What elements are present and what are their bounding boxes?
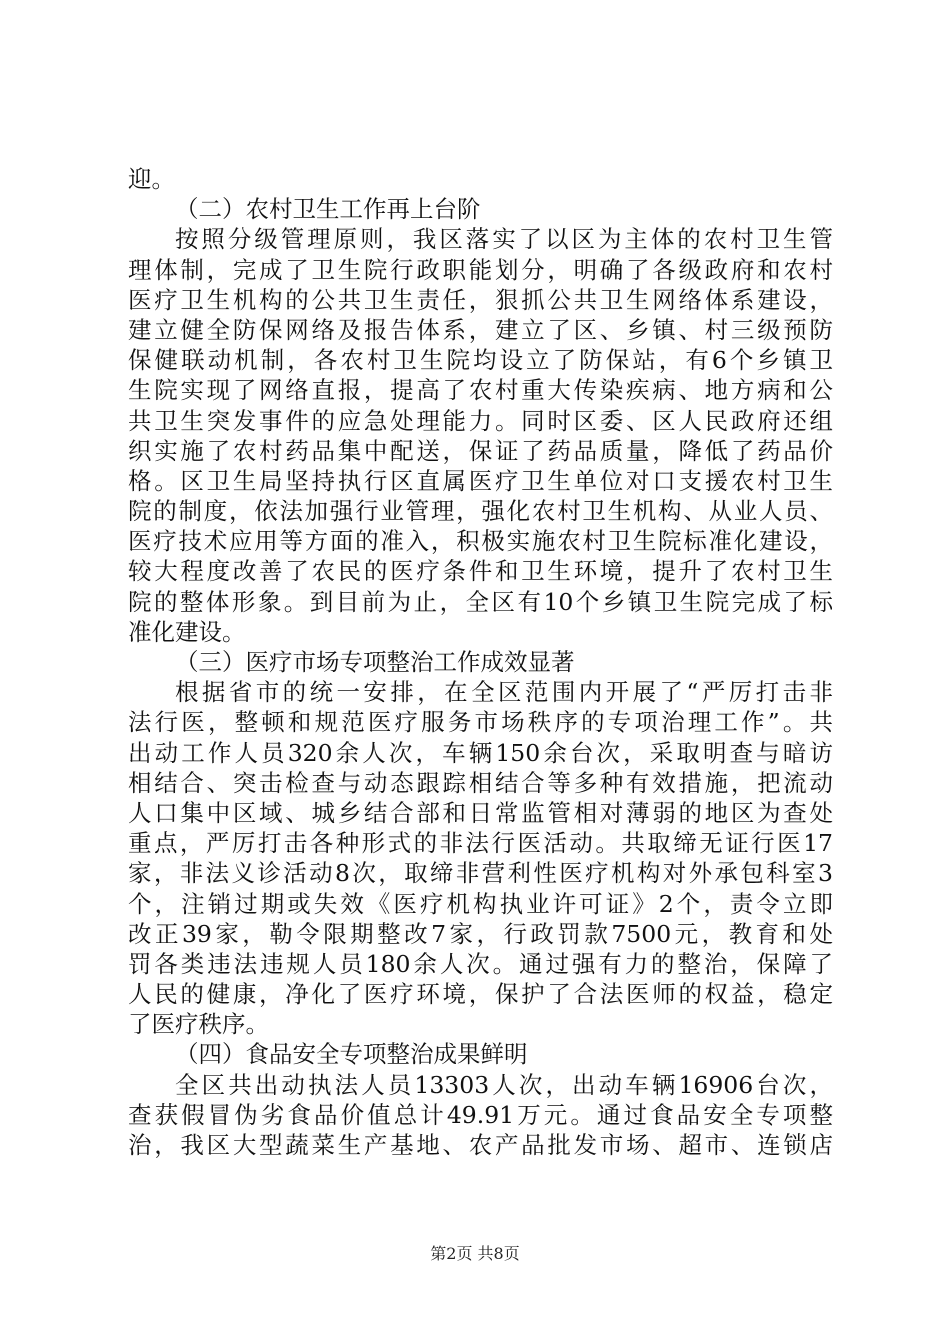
- text-line: 生院实现了网络直报，提高了农村重大传染疾病、地方病和公: [128, 376, 833, 405]
- text-line: 了医疗秩序。: [128, 1010, 269, 1039]
- section-heading: [128, 1039, 833, 1069]
- paragraph: [128, 1070, 833, 1161]
- text-line: 全区共出动执法人员13303人次，出动车辆16906台次，: [175, 1070, 833, 1099]
- text-line: （三）医疗市场专项整治工作成效显著: [175, 648, 575, 676]
- paragraph: [128, 677, 833, 1039]
- paragraph: [128, 224, 833, 647]
- text-line: 根据省市的统一安排，在全区范围内开展了“严厉打击非: [175, 678, 833, 707]
- text-line: 人口集中区域、城乡结合部和日常监管相对薄弱的地区为查处: [128, 798, 833, 827]
- text-line: 重点，严厉打击各种形式的非法行医活动。共取缔无证行医17: [128, 829, 833, 858]
- text-line: 共卫生突发事件的应急处理能力。同时区委、区人民政府还组: [128, 406, 833, 435]
- text-line: 相结合、突击检查与动态跟踪相结合等多种有效措施，把流动: [128, 768, 833, 797]
- text-line: 按照分级管理原则，我区落实了以区为主体的农村卫生管: [175, 225, 833, 254]
- text-line: 改正39家，勒令限期整改7家，行政罚款7500元，教育和处: [128, 919, 833, 948]
- text-line: 出动工作人员320余人次，车辆150余台次，采取明查与暗访: [128, 738, 833, 767]
- text-line: 保健联动机制，各农村卫生院均设立了防保站，有6个乡镇卫: [128, 346, 833, 375]
- text-line: （四）食品安全专项整治成果鲜明: [175, 1040, 528, 1069]
- text-line: 人民的健康，净化了医疗环境，保护了合法医师的权益，稳定: [128, 980, 833, 1009]
- text-line: 罚各类违法违规人员180余人次。通过强有力的整治，保障了: [128, 949, 833, 978]
- section-heading: [128, 647, 833, 677]
- text-line: 迎。: [128, 165, 175, 193]
- text-line: 准化建设。: [128, 617, 246, 646]
- paragraph: [128, 164, 833, 194]
- text-line: 格。区卫生局坚持执行区直属医疗卫生单位对口支援农村卫生: [128, 466, 833, 495]
- text-line: 查获假冒伪劣食品价值总计49.91万元。通过食品安全专项整: [128, 1100, 833, 1129]
- page-footer: 第2页 共8页: [430, 1244, 520, 1263]
- text-line: 织实施了农村药品集中配送，保证了药品质量，降低了药品价: [128, 436, 833, 465]
- section-heading: [128, 194, 833, 224]
- text-line: 建立健全防保网络及报告体系，建立了区、乡镇、村三级预防: [128, 315, 833, 344]
- text-line: 治，我区大型蔬菜生产基地、农产品批发市场、超市、连锁店: [128, 1131, 833, 1159]
- text-line: 医疗技术应用等方面的准入，积极实施农村卫生院标准化建设，: [128, 527, 833, 556]
- text-line: 较大程度改善了农民的医疗条件和卫生环境，提升了农村卫生: [128, 557, 833, 586]
- text-line: 家，非法义诊活动8次，取缔非营利性医疗机构对外承包科室3: [128, 859, 833, 888]
- text-line: 医疗卫生机构的公共卫生责任，狠抓公共卫生网络体系建设，: [128, 285, 833, 314]
- text-line: 院的制度，依法加强行业管理，强化农村卫生机构、从业人员、: [128, 497, 833, 526]
- text-line: 理体制，完成了卫生院行政职能划分，明确了各级政府和农村: [128, 255, 833, 284]
- text-line: （二）农村卫生工作再上台阶: [175, 195, 481, 224]
- document-body: [128, 164, 833, 1160]
- text-line: 个，注销过期或失效《医疗机构执业许可证》2个，责令立即: [128, 889, 833, 918]
- text-line: 法行医，整顿和规范医疗服务市场秩序的专项治理工作”。共: [128, 708, 833, 737]
- text-line: 院的整体形象。到目前为止，全区有10个乡镇卫生院完成了标: [128, 587, 833, 616]
